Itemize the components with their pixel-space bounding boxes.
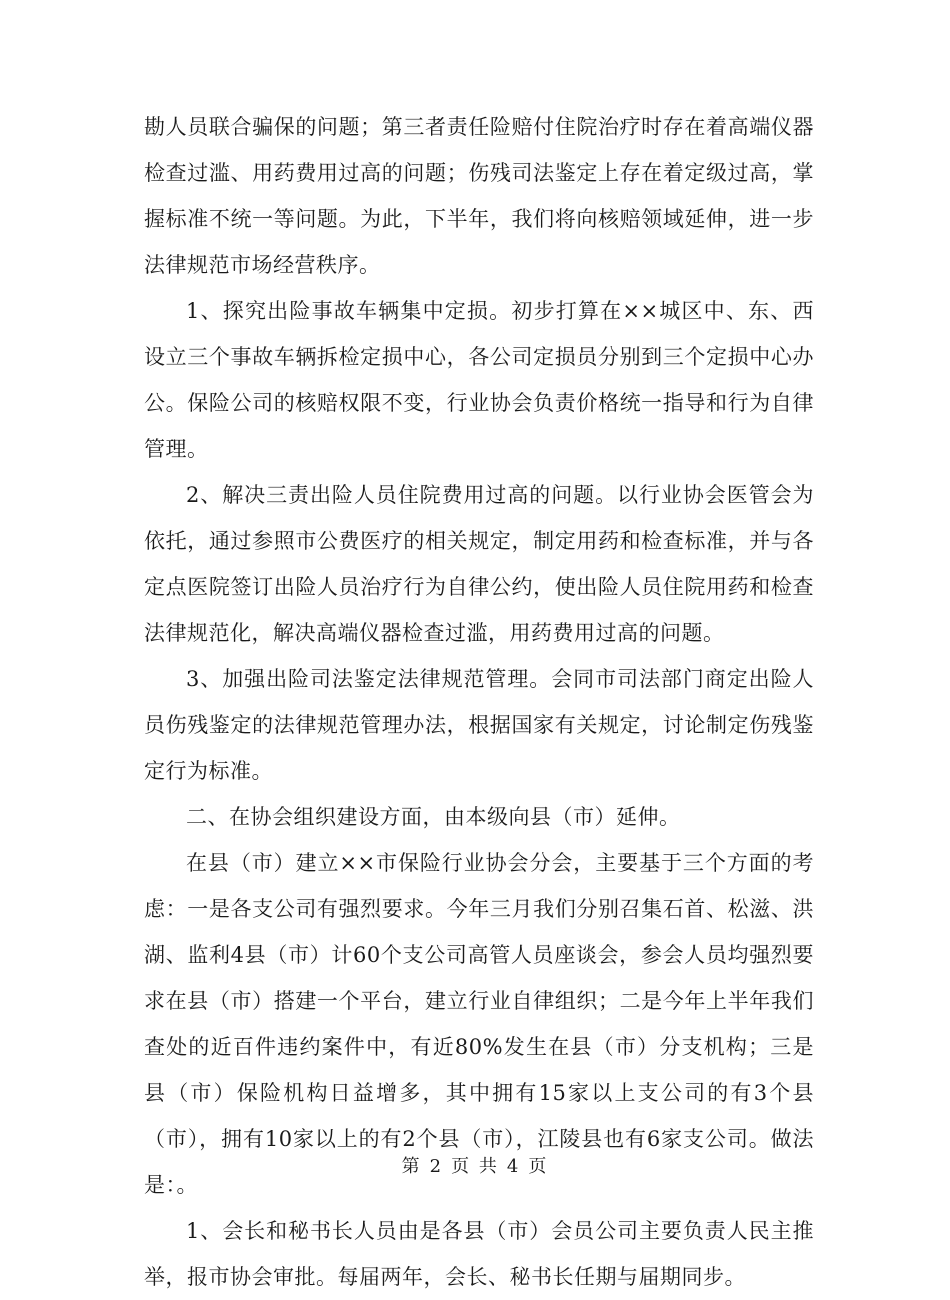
footer-middle: 页 共 [451, 1156, 499, 1177]
footer-total-pages: 4 [506, 1156, 521, 1177]
page-footer [0, 1152, 950, 1178]
paragraph-item-3: 3、加强出险司法鉴定法律规范管理。会同市司法部门商定出险人员伤残鉴定的法律规范管理办法，根据国家有关规定，讨论制定伤残鉴定行为标准。 [144, 667, 814, 783]
footer-suffix: 页 [528, 1156, 549, 1177]
section-heading-2: 二、在协会组织建设方面，由本级向县（市）延伸。 [186, 805, 681, 829]
paragraph-branch-rationale: 在县（市）建立××市保险行业协会分会，主要基于三个方面的考虑：一是各支公司有强烈要求。今年三月我们分别召集石首、松滋、洪湖、监利4县（市）计60个支公司高管人员座谈会，参会人员均强烈要求在县（市）搭建一个平台，建立行业自律组织；二是今年上半年我们查处的近百件违约案件中，有近80%发生在县（市）分支机构；三是县（市）保险机构日益增多，其中拥有15家以上支公司的有3个县（市），拥有10家以上的有2个县（市），江陵县也有6家支公司。做法是：。 [144, 851, 814, 1197]
footer-prefix: 第 [401, 1156, 422, 1177]
paragraph-continuation: 勘人员联合骗保的问题；第三者责任险赔付住院治疗时存在着高端仪器检查过滥、用药费用过高的问题；伤残司法鉴定上存在着定级过高，掌握标准不统一等问题。为此，下半年，我们将向核赔领域延伸，进一步法律规范市场经营秩序。 [144, 115, 814, 277]
footer-page-number: 2 [429, 1156, 444, 1177]
paragraph-item-1: 1、探究出险事故车辆集中定损。初步打算在××城区中、东、西设立三个事故车辆拆检定损中心，各公司定损员分别到三个定损中心办公。保险公司的核赔权限不变，行业协会负责价格统一指导和行为自律管理。 [144, 299, 814, 461]
paragraph-branch-item-1: 1、会长和秘书长人员由是各县（市）会员公司主要负责人民主推举，报市协会审批。每届两年，会长、秘书长任期与届期同步。 [144, 1219, 814, 1289]
document-body [144, 104, 814, 1300]
paragraph-item-2: 2、解决三责出险人员住院费用过高的问题。以行业协会医管会为依托，通过参照市公费医疗的相关规定，制定用药和检查标准，并与各定点医院签订出险人员治疗行为自律公约，使出险人员住院用药和检查法律规范化，解决高端仪器检查过滥，用药费用过高的问题。 [144, 483, 814, 645]
